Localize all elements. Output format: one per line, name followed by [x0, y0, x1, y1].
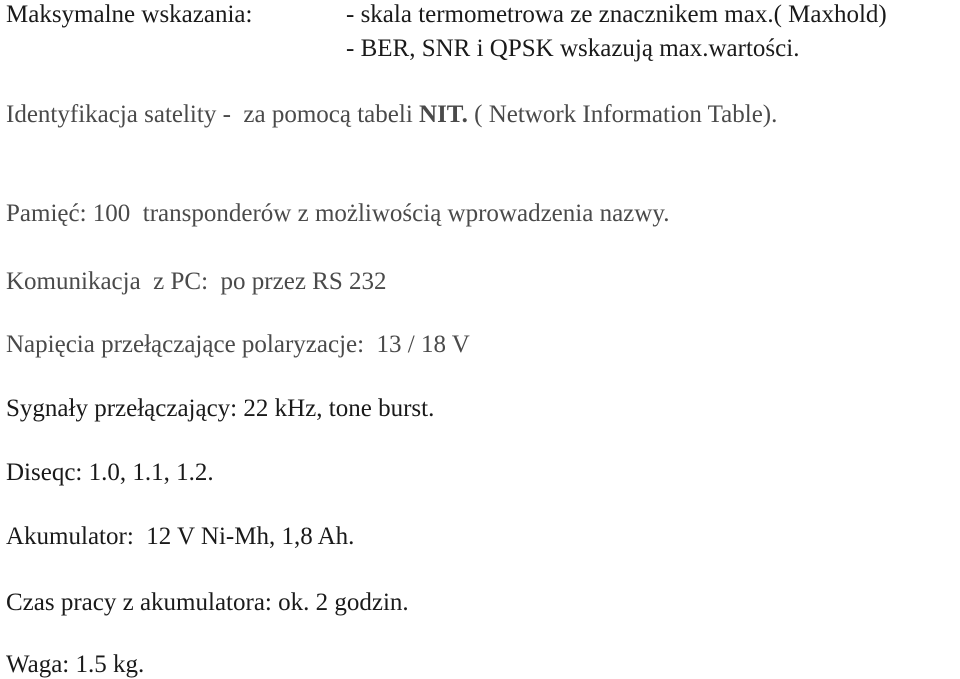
- battery-time-spec: Czas pracy z akumulatora: ok. 2 godzin.: [6, 589, 409, 616]
- max-readings-line-2: - BER, SNR i QPSK wskazują max.wartości.: [346, 35, 800, 62]
- pc-communication-spec: Komunikacja z PC: po przez RS 232: [6, 268, 387, 295]
- battery-spec: Akumulator: 12 V Ni-Mh, 1,8 Ah.: [6, 523, 355, 550]
- polarization-voltage-spec: Napięcia przełączające polaryzacje: 13 / 18 V: [6, 331, 470, 358]
- weight-spec: Waga: 1.5 kg.: [6, 651, 145, 678]
- satellite-id-prefix: Identyfikacja satelity - za pomocą tabeli: [6, 101, 420, 128]
- switching-signals-spec: Sygnały przełączający: 22 kHz, tone burst.: [6, 395, 435, 422]
- memory-spec: Pamięć: 100 transponderów z możliwością wprowadzenia nazwy.: [6, 200, 670, 227]
- satellite-identification: [6, 102, 777, 127]
- nit-label: NIT.: [419, 101, 468, 128]
- max-readings-label: Maksymalne wskazania:: [6, 1, 253, 28]
- max-readings-line-1: - skala termometrowa ze znacznikem max.( Maxhold): [346, 1, 887, 28]
- satellite-id-suffix: ( Network Information Table).: [467, 101, 778, 128]
- diseqc-spec: Diseqc: 1.0, 1.1, 1.2.: [6, 459, 214, 486]
